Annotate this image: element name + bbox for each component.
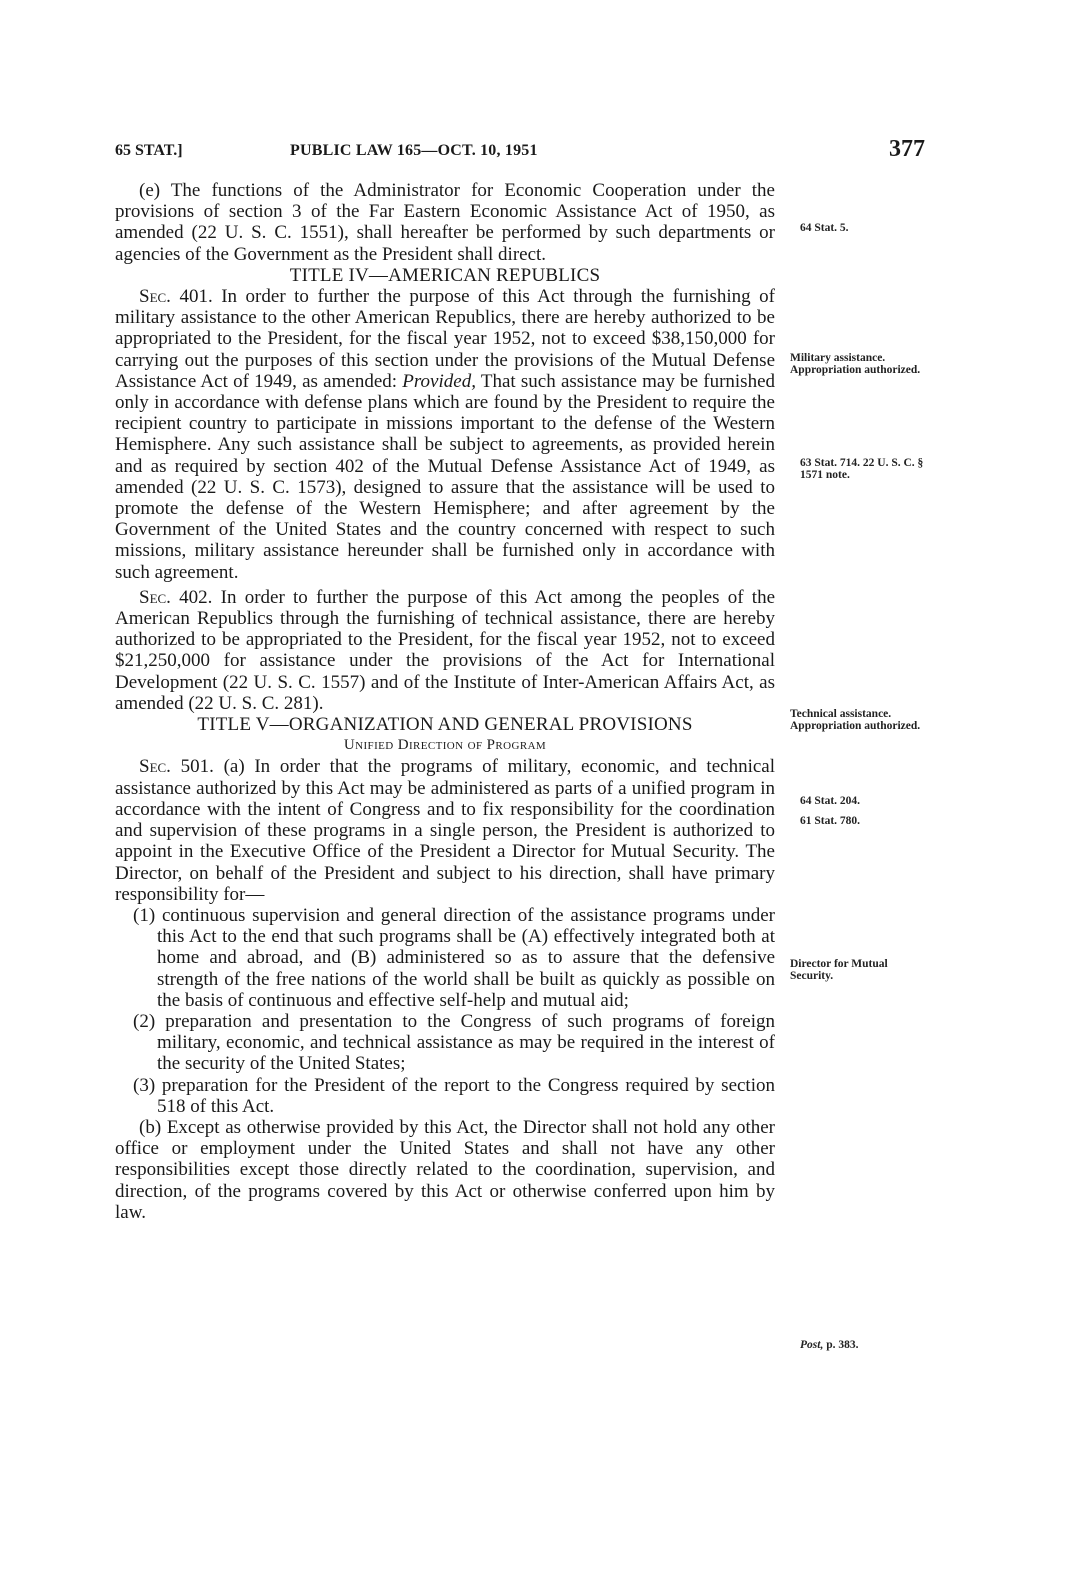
margin-note-64-stat-204: 64 Stat. 204. <box>800 795 861 807</box>
title-iv-heading: TITLE IV—AMERICAN REPUBLICS <box>289 264 601 286</box>
margin-note-technical-assistance: Technical assistance. Appropriation authorized. <box>790 708 921 732</box>
section-501 <box>115 756 775 904</box>
section-501-item-3: (3) preparation for the President of the report to the Congress required by section 518 of this Act. <box>133 1074 775 1117</box>
margin-note-post-italic: Post, <box>800 1339 824 1351</box>
section-401-label: Sec. 401. <box>139 286 213 308</box>
subheading-unified-direction: Unified Direction of Program <box>343 737 547 754</box>
section-402 <box>115 587 775 714</box>
margin-note-post-p383 <box>800 1339 920 1351</box>
page-number: 377 <box>889 136 925 162</box>
section-402-label: Sec. 402. <box>139 586 213 608</box>
volume-reference: 65 STAT.] <box>115 142 183 159</box>
title-v-heading: TITLE V—ORGANIZATION AND GENERAL PROVISIONS <box>197 714 693 736</box>
running-title: PUBLIC LAW 165—OCT. 10, 1951 <box>290 142 538 159</box>
margin-note-military-assistance: Military assistance. Appropriation authorized. <box>790 352 921 376</box>
section-401-text-a: In order to further the purpose of this Act through the furnishing of military assistance to the other American Republics, there are hereby authorized to be appropriated to the President, for the fiscal year 1952, not to exceed $38,150,000 for carrying out the purposes of this section under the provisions of the Mutual Defense Assistance Act of 1949, as amended: <box>115 286 776 392</box>
margin-note-director-mutual-security: Director for Mutual Security. <box>790 958 888 982</box>
section-402-text: In order to further the purpose of this Act among the peoples of the American Republics through the furnishing of technical assistance, there are hereby authorized to be appropriated to the President, for the fiscal year 1952, not to exceed $21,250,000 for assistance under the provisions of the Act for International Development (22 U. S. C. 1557) and of the Institute of Inter-American Affairs Act, as amended (22 U. S. C. 281). <box>115 586 775 714</box>
section-501-item-1: (1) continuous supervision and general direction of the assistance programs under this Act to the end that such programs shall be (A) effectively integrated both at home and abroad, and (B) administered so as to assure that the defensive strength of the free nations of the world shall be built as quickly as possible on the basis of continuous and effective self-help and mutual aid; <box>133 904 775 1011</box>
margin-note-64-stat-5: 64 Stat. 5. <box>800 222 849 234</box>
section-501-text: (a) In order that the programs of military, economic, and technical assistance authorized by this Act may be administered as parts of a unified program in accordance with the intent of Congress and to fix responsibility for the coordination and supervision of these programs in a single person, the President is authorized to appoint in the Executive Office of the President a Director for Mutual Security. The Director, on behalf of the President and subject to his direction, shall have primary responsibility for— <box>115 756 775 905</box>
section-401-text-b: That such assistance may be furnished only in accordance with defense plans which are found by the President to require the recipient country to participate in missions important to the defense of the Western Hemisphere. Any such assistance shall be subject to agreements, as provided herein and as required by section 402 of the Mutual Defense Assistance Act of 1949, as amended (22 U. S. C. 1573), designed to assure that the assistance will be used to promote the defense of the Western Hemisphere; and after agreement by the Government of the United States and the country concerned with respect to such missions, military assistance hereunder shall be furnished only in accordance with such agreement. <box>115 370 776 583</box>
paragraph-b: (b) Except as otherwise provided by this Act, the Director shall not hold any other office or employment under the United States and shall not have any other responsibilities except those directly related to the coordination, supervision, and direction, of the programs covered by this Act or otherwise conferred upon him by law. <box>115 1116 775 1223</box>
main-text <box>115 180 775 1223</box>
section-501-item-2: (2) preparation and presentation to the Congress of such programs of foreign military, economic, and technical assistance as may be required in the interest of the security of the United States; <box>133 1010 775 1075</box>
page-header <box>115 136 925 166</box>
section-501-label: Sec. 501. <box>139 756 214 778</box>
margin-note-61-stat-780: 61 Stat. 780. <box>800 815 861 827</box>
margin-note-post-page: p. 383. <box>826 1339 859 1351</box>
section-401 <box>115 286 775 583</box>
paragraph-e: (e) The functions of the Administrator for Economic Cooperation under the provisions of section 3 of the Far Eastern Economic Assistance Act of 1950, as amended (22 U. S. C. 1551), shall hereafter be performed by such departments or agencies of the Government as the President shall direct. <box>115 180 775 265</box>
section-401-provided: Provided, <box>402 370 476 392</box>
margin-note-63-stat-714: 63 Stat. 714. 22 U. S. C. § 1571 note. <box>800 457 924 481</box>
